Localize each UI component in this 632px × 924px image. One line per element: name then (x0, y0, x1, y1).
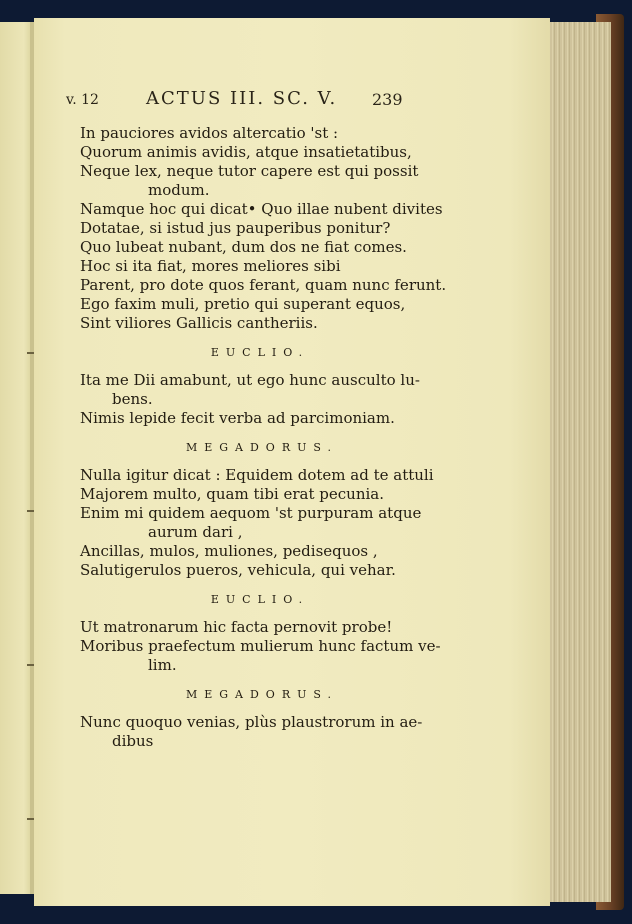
verse-line-continuation: modum. (148, 181, 210, 199)
verse-line: Hoc si ita fiat, mores meliores sibi (80, 257, 341, 275)
act-scene-title: ACTUS III. SC. V. (146, 88, 338, 109)
verse-line: Nunc quoquo venias, plùs plaustrorum in ae- (80, 713, 423, 731)
verse-line: Ancillas, mulos, muliones, pedisequos , (80, 542, 378, 560)
verse-line: Moribus praefectum mulierum hunc factum ve- (80, 637, 441, 655)
volume-signature: v. 12 (66, 92, 99, 108)
verse-line: Salutigerulos pueros, vehicula, qui vehar. (80, 561, 396, 579)
page-fore-edge (540, 22, 611, 902)
speaker-heading: MEGADORUS. (185, 688, 339, 701)
verse-line-continuation: aurum dari , (148, 523, 243, 541)
binding-thread-mark (27, 818, 34, 820)
binding-thread-mark (27, 510, 34, 512)
page-number: 239 (372, 90, 403, 109)
verse-line: Parent, pro dote quos ferant, quam nunc ferunt. (80, 276, 447, 294)
verse-line: Sint viliores Gallicis cantheriis. (80, 314, 318, 332)
binding-thread-mark (27, 664, 34, 666)
verse-line-continuation: dibus (112, 732, 154, 750)
verse-line: Quo lubeat nubant, dum dos ne fiat comes. (80, 238, 407, 256)
verse-line: Ita me Dii amabunt, ut ego hunc ausculto lu- (80, 371, 420, 389)
speaker-heading: EUCLIO. (210, 593, 310, 606)
verse-line: Majorem multo, quam tibi erat pecunia. (80, 485, 384, 503)
page-text (80, 124, 447, 751)
verse-line-continuation: lim. (148, 656, 177, 674)
verse-line: Quorum animis avidis, atque insatietatibus, (80, 143, 412, 161)
speaker-heading: EUCLIO. (210, 346, 310, 359)
verse-line: Ut matronarum hic facta pernovit probe! (80, 618, 393, 636)
verse-line: Ego faxim muli, pretio qui superant equos, (80, 295, 406, 313)
speaker-heading: MEGADORUS. (185, 441, 339, 454)
verse-line: Dotatae, si istud jus pauperibus ponitur? (80, 219, 391, 237)
running-header (66, 88, 406, 114)
verse-line: Enim mi quidem aequom 'st purpuram atque (80, 504, 422, 522)
binding-thread-mark (27, 352, 34, 354)
verse-line: Namque hoc qui dicat• Quo illae nubent divites (80, 200, 443, 218)
verse-line-continuation: bens. (112, 390, 153, 408)
verse-line: Neque lex, neque tutor capere est qui possit (80, 162, 419, 180)
verse-line: Nimis lepide fecit verba ad parcimoniam. (80, 409, 395, 427)
verse-line: Nulla igitur dicat : Equidem dotem ad te attuli (80, 466, 434, 484)
verse-line: In pauciores avidos altercatio 'st : (80, 124, 339, 142)
